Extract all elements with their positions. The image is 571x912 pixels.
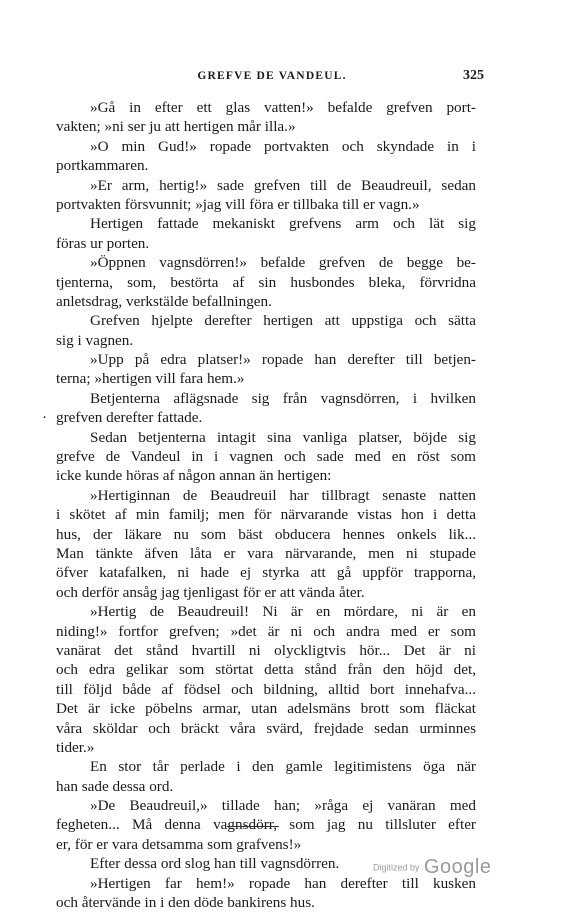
text-line: »Hertig de Beaudreuil! Ni är en mördare, ni är en: [90, 603, 476, 621]
text-line: er, för er vara detsamma som grafvens!»: [56, 835, 302, 853]
text-line: terna; »hertigen vill fara hem.»: [56, 370, 245, 388]
text-line: vakten; »ni ser ju att hertigen mår illa.»: [56, 118, 296, 136]
text-line: hus, der läkare nu som bäst obducera hennes onkels lik...: [56, 525, 476, 543]
watermark-prefix: Digitized by: [373, 862, 420, 873]
text-line: öfver katafalken, ni hade ej styrka att gå uppför trapporna,: [56, 564, 476, 582]
body-text: [42, 98, 476, 912]
text-line: Man tänkte äfven låta er vara närvarande, men ni stupade: [56, 544, 476, 562]
text-line: portvakten försvunnit; »jag vill föra er tillbaka till er vagn.»: [56, 195, 420, 213]
page-number: 325: [463, 68, 484, 83]
text-line: till följd både af födsel och bildning, alltid bort innehafva...: [56, 680, 476, 698]
text-line: En stor tår perlade i den gamle legitimistens öga när: [90, 758, 476, 776]
text-line: tider.»: [56, 738, 95, 756]
text-line: »Hertiginnan de Beaudreuil har tillbragt senaste natten: [90, 486, 476, 504]
text-line: tjenterna, som, bestörta af sin husbondes bleka, förvridna: [56, 273, 476, 291]
text-line: och derför ansåg jag tjenligast för er att vända åter.: [56, 583, 365, 601]
text-line: portkammaren.: [56, 157, 149, 175]
running-head: GREFVE DE VANDEUL.: [197, 70, 347, 82]
text-line: »Hertigen far hem!» ropade han derefter till kusken: [90, 874, 476, 892]
section-divider: [227, 826, 279, 827]
text-line: grefve de Vandeul in i vagnen och sade med en röst som: [56, 448, 476, 466]
text-line: han sade dessa ord.: [56, 777, 174, 795]
text-line: och återvände in i den döde bankirens hus.: [56, 894, 315, 912]
text-line: anletsdrag, verkstälde befallningen.: [56, 292, 272, 310]
text-line: »Upp på edra platser!» ropade han derefter till betjen-: [90, 351, 476, 369]
text-line: föras ur porten.: [56, 234, 150, 252]
digitized-watermark: [373, 856, 491, 879]
text-line: »Öppnen vagnsdörren!» befalde grefven de begge be-: [90, 254, 476, 272]
text-line: icke kunde höras af någon annan än hertigen:: [56, 467, 332, 485]
text-line: »Er arm, hertig!» sade grefven till de Beaudreuil, sedan: [90, 176, 476, 194]
text-line: Hertigen fattade mekaniskt grefvens arm och lät sig: [90, 215, 476, 233]
text-line: Grefven hjelpte derefter hertigen att uppstiga och sätta: [90, 312, 476, 330]
page-header: [56, 70, 488, 88]
text-line: niding!» fortfor grefven; »det är ni och andra med er som: [56, 622, 476, 640]
text-line: »Gå in efter ett glas vatten!» befalde grefven port-: [90, 99, 476, 116]
text-line: »O min Gud!» ropade portvakten och skyndade in i: [90, 137, 476, 155]
text-line: »De Beaudreuil,» tillade han; »råga ej vanäran med: [90, 797, 476, 815]
text-line: fegheten... Må denna vagnsdörr, som jag nu tillsluter efter: [56, 816, 476, 834]
text-line: vanärat det stånd hvartill ni olyckligtvis hör... Det är ni: [56, 641, 476, 659]
text-line: i skötet af min familj; men för närvarande vistas hon i detta: [56, 506, 476, 524]
text-line: Sedan betjenterna intagit sina vanliga platser, böjde sig: [90, 428, 476, 446]
watermark-brand: Google: [423, 856, 492, 878]
text-line: Det är icke pöbelns armar, utan adelsmäns brott som fläckat: [56, 700, 476, 718]
text-line: Betjenterna aflägsnade sig från vagnsdörren, i hvilken: [90, 389, 476, 407]
margin-mark: ·: [42, 409, 48, 427]
text-line: Efter dessa ord slog han till vagnsdörren.: [90, 855, 340, 873]
text-line: våra sköldar och bräckt våra svärd, frejdade sedan urminnes: [56, 719, 476, 737]
text-line: och edra gelikar som störtat detta stånd från den höjd det,: [56, 661, 476, 679]
text-line: sig i vagnen.: [56, 331, 134, 349]
text-line: grefven derefter fattade. ·: [42, 409, 203, 427]
